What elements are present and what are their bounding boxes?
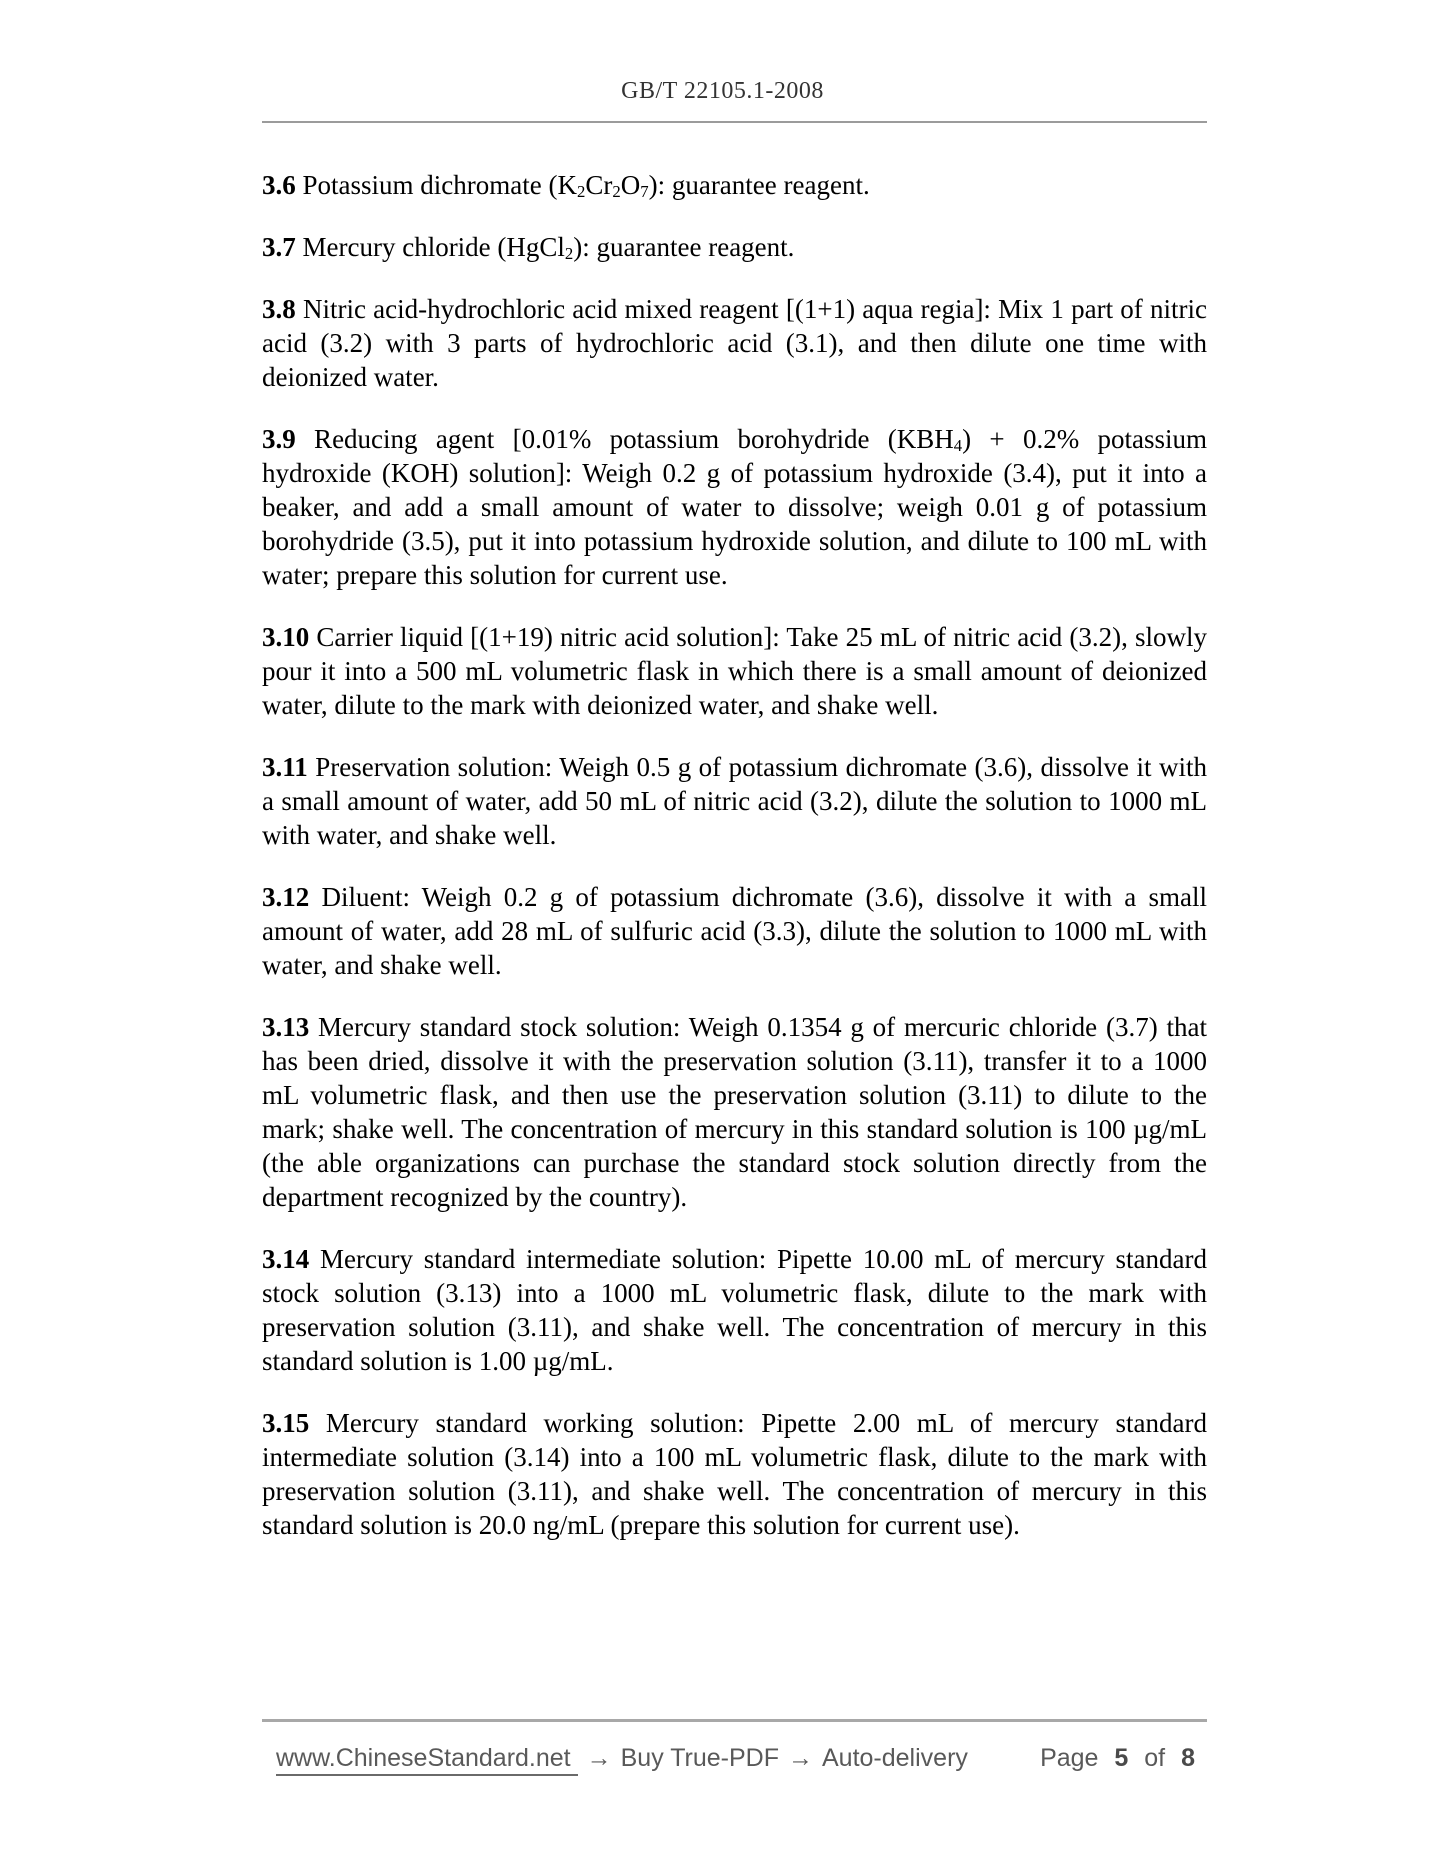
paragraph-3-12 [262, 880, 1207, 982]
right-arrow-icon: → [788, 1744, 813, 1772]
page-footer [262, 1742, 1207, 1776]
page-of-label: of [1144, 1744, 1166, 1772]
page-label: Page [1040, 1744, 1099, 1772]
page-indicator [1040, 1742, 1207, 1774]
section-text: Nitric acid-hydrochloric acid mixed reagent [(1+1) aqua regia]: Mix 1 part of nitric acid (3.2) with 3 parts of hydrochloric acid (3.1), and then dilute one time with deionized water. [262, 294, 1207, 392]
section-text: Mercury chloride (HgCl$_2$): guarantee reagent. [295, 232, 795, 263]
section-text: Potassium dichromate $(K_2Cr_2O_7)$: guarantee reagent. [295, 170, 870, 201]
paragraph-3-9 [262, 422, 1207, 592]
section-number: 3.14 [262, 1244, 310, 1274]
paragraph-3-6 [262, 168, 1207, 202]
section-number: 3.11 [262, 752, 308, 782]
right-arrow-icon: → [586, 1744, 612, 1772]
page-total: 8 [1181, 1744, 1195, 1772]
buy-true-pdf-label: Buy True-PDF [620, 1744, 779, 1772]
section-number: 3.9 [262, 424, 296, 454]
section-text: Preservation solution: Weigh 0.5 g of potassium dichromate (3.6), dissolve it with a small amount of water, add 50 mL of nitric acid (3.2), dilute the solution to 1000 mL with water, and shake well. [262, 752, 1207, 850]
header-divider [262, 121, 1207, 123]
section-text: Diluent: Weigh 0.2 g of potassium dichromate (3.6), dissolve it with a small amount of water, add 28 mL of sulfuric acid (3.3), dilute the solution to 1000 mL with water, and shake well. [262, 882, 1207, 980]
paragraph-3-15 [262, 1406, 1207, 1542]
paragraph-3-11 [262, 750, 1207, 852]
section-number: 3.13 [262, 1012, 310, 1042]
paragraph-3-10 [262, 620, 1207, 722]
section-text: Mercury standard working solution: Pipette 2.00 mL of mercury standard intermediate solution (3.14) into a 100 mL volumetric flask, dilute to the mark with preservation solution (3.11), and shake well. The concentration of mercury in this standard solution is 20.0 ng/mL (prepare this solution for current use). [262, 1408, 1207, 1540]
chinesestandard-link[interactable]: www.ChineseStandard.net [276, 1742, 578, 1776]
section-text: Carrier liquid [(1+19) nitric acid solution]: Take 25 mL of nitric acid (3.2), slowly pour it into a 500 mL volumetric flask in which there is a small amount of deionized water, dilute to the mark with deionized water, and shake well. [262, 622, 1207, 720]
section-number: 3.7 [262, 232, 296, 262]
section-number: 3.8 [262, 294, 296, 324]
section-text: Reducing agent [0.01% potassium borohydride $(KBH_4) + 0.2\%$ potassium hydroxide (KOH) solution]: Weigh 0.2 g of potassium hydroxide (3.4), put it into a beaker, and add a small amount of water to dissolve; weigh 0.01 g of potassium borohydride (3.5), put it into potassium hydroxide solution, and dilute to 100 mL with water; prepare this solution for current use. [262, 424, 1207, 590]
section-number: 3.10 [262, 622, 310, 652]
section-text: Mercury standard intermediate solution: Pipette 10.00 mL of mercury standard stock solution (3.13) into a 1000 mL volumetric flask, dilute to the mark with preservation solution (3.11), and shake well. The concentration of mercury in this standard solution is 1.00 µg/mL. [262, 1244, 1207, 1376]
section-number: 3.6 [262, 170, 296, 200]
paragraph-3-7 [262, 230, 1207, 264]
paragraph-3-13 [262, 1010, 1207, 1214]
footer-links [262, 1742, 968, 1776]
paragraph-3-8 [262, 292, 1207, 394]
standard-number-header: GB/T 22105.1-2008 [621, 78, 824, 104]
document-body [262, 168, 1207, 1542]
footer-divider [262, 1719, 1207, 1722]
page-current: 5 [1114, 1744, 1129, 1772]
auto-delivery-label: Auto-delivery [822, 1744, 968, 1772]
section-text: Mercury standard stock solution: Weigh 0.1354 g of mercuric chloride (3.7) that has been dried, dissolve it with the preservation solution (3.11), transfer it to a 1000 mL volumetric flask, and then use the preservation solution (3.11) to dilute to the mark; shake well. The concentration of mercury in this standard solution is 100 µg/mL (the able organizations can purchase the standard stock solution directly from the department recognized by the country). [262, 1012, 1207, 1212]
section-number: 3.12 [262, 882, 310, 912]
section-number: 3.15 [262, 1408, 310, 1438]
paragraph-3-14 [262, 1242, 1207, 1378]
